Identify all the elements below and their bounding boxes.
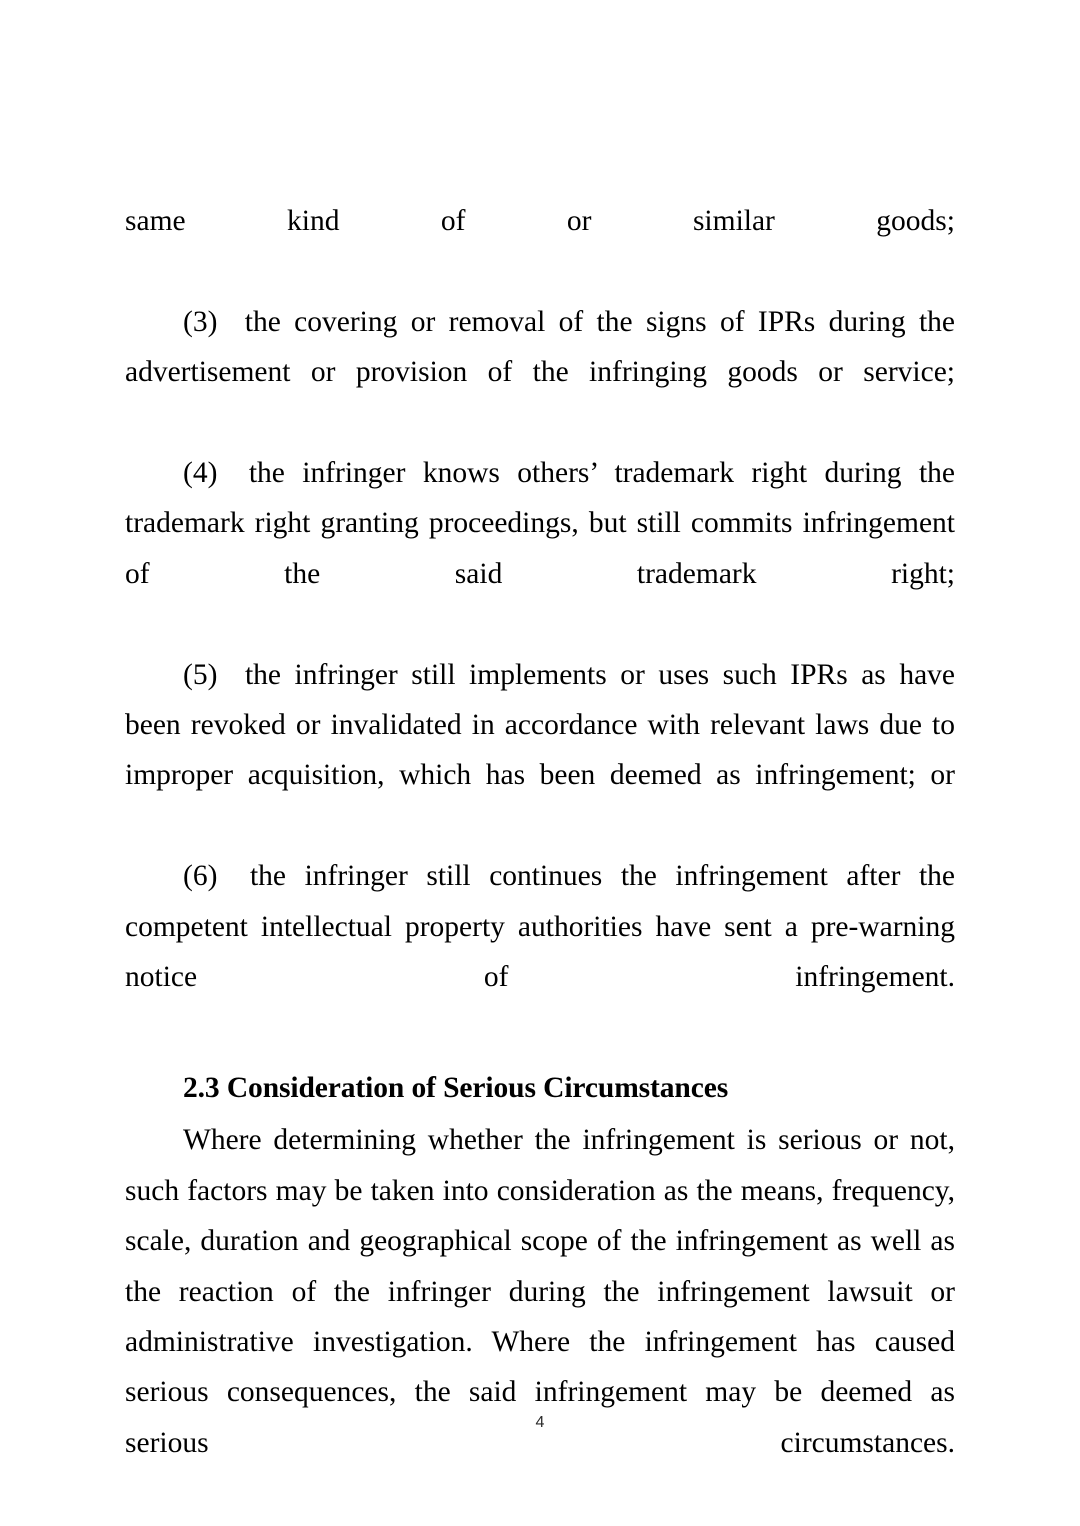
paragraph-item-3 <box>125 297 955 448</box>
paragraph-continued-line: same kind of or similar goods; <box>125 205 955 237</box>
section-heading-2-3: 2.3 Consideration of Serious Circumstances <box>183 1071 729 1104</box>
item-4-text: the infringer knows others’ trademark right during the trademark right granting proceedings, but still commits infringement of the said trademark right; <box>125 457 955 590</box>
paragraph-section-2-3-body: Where determining whether the infringement is serious or not, such factors may be taken into consideration as the means, frequency, scale, duration and geographical scope of the infringement as well as the reaction of the infringer during the infringement lawsuit or administrative investigation. Where the infringement has caused serious consequences, the said infringement may be deemed as serious circumstances. <box>125 1124 955 1459</box>
page-number-footer: 4 <box>535 1414 545 1431</box>
item-6-text: the infringer still continues the infringement after the competent intellectual property authorities have sent a pre-warning notice of infringement. <box>125 860 955 994</box>
paragraph-item-4 <box>125 448 955 650</box>
item-3-label: (3) <box>183 305 218 338</box>
paragraph-item-6 <box>125 851 955 1053</box>
item-5-text: the infringer still implements or uses such IPRs as have been revoked or invalidated in accordance with relevant laws due to improper acquisition, which has been deemed as infringement; or <box>125 658 956 792</box>
item-6-label: (6) <box>183 860 218 893</box>
item-3-text: the covering or removal of the signs of IPRs during the advertisement or provision of the infringing goods or service; <box>125 305 956 389</box>
item-5-label: (5) <box>183 658 218 691</box>
page-body-text <box>125 196 955 1519</box>
paragraph-item-5 <box>125 650 955 852</box>
item-4-label: (4) <box>183 457 218 490</box>
